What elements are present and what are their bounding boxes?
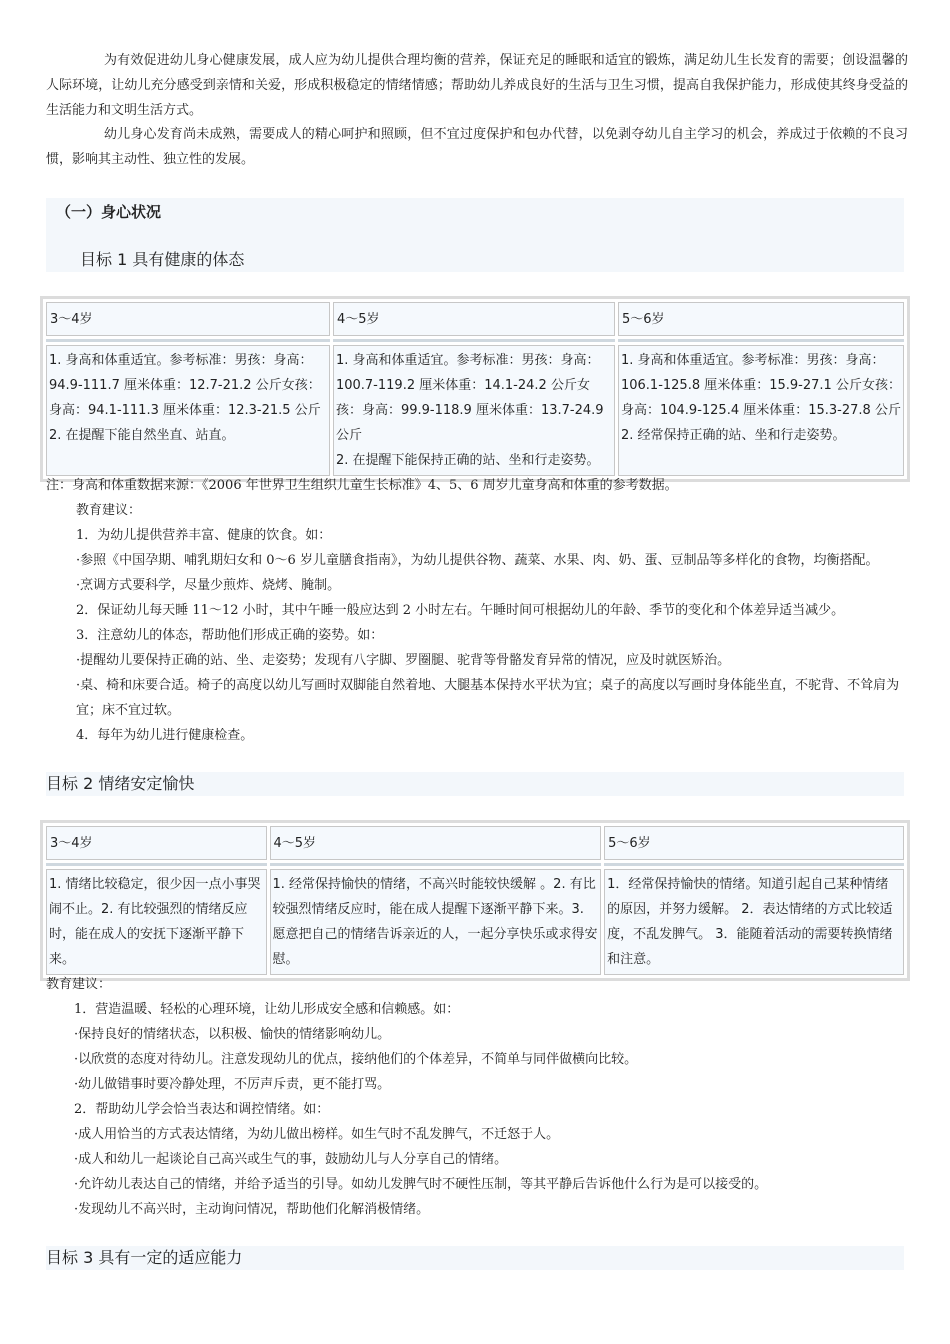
advice-label: 教育建议：	[76, 503, 142, 518]
advice-line: 2．保证幼儿每天睡 11～12 小时，其中午睡一般应达到 2 小时左右。午睡时间可根据幼儿的年龄、季节的变化和个体差异适当减少。	[76, 603, 845, 618]
goal-2-table	[40, 820, 910, 981]
advice-line: ·允许幼儿表达自己的情绪，并给予适当的引导。如幼儿发脾气时不硬性压制，等其平静后告诉他什么行为是可以接受的。	[74, 1177, 768, 1192]
section-heading: （一）身心状况	[56, 203, 162, 221]
goal-1-cell-5-6	[618, 345, 904, 476]
goal-1-cell-3-4	[46, 345, 330, 476]
advice-line: 4．每年为幼儿进行健康检查。	[76, 728, 254, 743]
goal-3-title: 目标 3 具有一定的适应能力	[46, 1248, 243, 1267]
goal-1-cell-4-5	[333, 345, 615, 476]
goal-2-cell-3-4: 1. 情绪比较稳定，很少因一点小事哭闹不止。2. 有比较强烈的情绪反应时，能在成人的安抚下逐渐平静下来。	[46, 869, 267, 975]
advice-label: 教育建议：	[46, 977, 112, 992]
goal-2-advice	[46, 972, 916, 1222]
advice-line: ·桌、椅和床要合适。椅子的高度以幼儿写画时双脚能自然着地、大腿基本保持水平状为宜；桌子的高度以写画时身体能坐直，不驼背、不耸肩为宜；床不宜过软。	[76, 678, 900, 718]
age-header-3-4: 3～4岁	[46, 302, 330, 336]
age-header-4-5: 4～5岁	[270, 826, 602, 860]
goal-2-cell-5-6: 1．经常保持愉快的情绪。知道引起自己某种情绪的原因，并努力缓解。 2．表达情绪的方式比较适度，不乱发脾气。 3．能随着活动的需要转换情绪和注意。	[604, 869, 904, 975]
intro-paragraph-2: 幼儿身心发育尚未成熟，需要成人的精心呵护和照顾，但不宜过度保护和包办代替，以免剥夺幼儿自主学习的机会，养成过于依赖的不良习惯，影响其主动性、独立性的发展。	[46, 127, 908, 167]
advice-line: 3．注意幼儿的体态，帮助他们形成正确的姿势。如：	[76, 628, 384, 643]
data-source-note: 注：身高和体重数据来源：《2006 年世界卫生组织儿童生长标准》4、5、6 周岁儿童身高和体重的参考数据。	[46, 478, 678, 493]
goal-1-cell-4-5-text: 1. 身高和体重适宜。参考标准：男孩：身高：100.7-119.2 厘米体重：14.1-24.2 公斤女孩：身高：99.9-118.9 厘米体重：13.7-24.9 公斤 2. 在提醒下能保持正确的站、坐和行走姿势。	[335, 353, 604, 468]
age-header-5-6: 5～6岁	[604, 826, 904, 860]
advice-line: 1．为幼儿提供营养丰富、健康的饮食。如：	[76, 528, 332, 543]
goal-1-cell-3-4-text: 1. 身高和体重适宜。参考标准：男孩：身高：94.9-111.7 厘米体重：12.7-21.2 公斤女孩：身高：94.1-111.3 厘米体重：12.3-21.5 公斤 2. 在提醒下能自然坐直、站直。	[49, 353, 321, 443]
advice-line: ·以欣赏的态度对待幼儿。注意发现幼儿的优点，接纳他们的个体差异，不简单与同伴做横向比较。	[74, 1052, 638, 1067]
goal-1-title: 目标 1 具有健康的体态	[80, 250, 245, 269]
goal-1-advice	[46, 473, 916, 748]
intro-paragraph-1: 为有效促进幼儿身心健康发展，成人应为幼儿提供合理均衡的营养，保证充足的睡眠和适宜的锻炼，满足幼儿生长发育的需要；创设温馨的人际环境，让幼儿充分感受到亲情和关爱，形成积极稳定的情绪情感；帮助幼儿养成良好的生活与卫生习惯，提高自我保护能力，形成使其终身受益的生活能力和文明生活方式。	[46, 53, 908, 118]
goal-2-title: 目标 2 情绪安定愉快	[46, 774, 195, 793]
advice-line: 1．营造温暖、轻松的心理环境，让幼儿形成安全感和信赖感。如：	[74, 1002, 460, 1017]
advice-line: ·发现幼儿不高兴时，主动询问情况，帮助他们化解消极情绪。	[74, 1202, 430, 1217]
advice-line: ·烹调方式要科学，尽量少煎炸、烧烤、腌制。	[76, 578, 341, 593]
age-header-5-6: 5～6岁	[618, 302, 904, 336]
advice-line: ·成人用恰当的方式表达情绪，为幼儿做出榜样。如生气时不乱发脾气，不迁怒于人。	[74, 1127, 560, 1142]
age-header-3-4: 3～4岁	[46, 826, 267, 860]
goal-2-cell-4-5: 1. 经常保持愉快的情绪，不高兴时能较快缓解 。2. 有比较强烈情绪反应时，能在成人提醒下逐渐平静下来。3. 愿意把自己的情绪告诉亲近的人，一起分享快乐或求得安慰。	[270, 869, 602, 975]
advice-line: ·参照《中国孕期、哺乳期妇女和 0～6 岁儿童膳食指南》，为幼儿提供谷物、蔬菜、水果、肉、奶、蛋、豆制品等多样化的食物，均衡搭配。	[76, 553, 879, 568]
age-header-4-5: 4～5岁	[333, 302, 615, 336]
advice-line: ·保持良好的情绪状态，以积极、愉快的情绪影响幼儿。	[74, 1027, 391, 1042]
goal-1-cell-5-6-text: 1. 身高和体重适宜。参考标准：男孩：身高：106.1-125.8 厘米体重：15.9-27.1 公斤女孩：身高：104.9-125.4 厘米体重：15.3-27.8 公斤 2. 经常保持正确的站、坐和行走姿势。	[620, 353, 901, 443]
goal-1-table	[40, 296, 910, 482]
advice-line: 2．帮助幼儿学会恰当表达和调控情绪。如：	[74, 1102, 330, 1117]
advice-line: ·提醒幼儿要保持正确的站、坐、走姿势；发现有八字脚、罗圈腿、驼背等骨骼发育异常的情况，应及时就医矫治。	[76, 653, 731, 668]
advice-line: ·幼儿做错事时要冷静处理，不厉声斥责，更不能打骂。	[74, 1077, 391, 1092]
advice-line: ·成人和幼儿一起谈论自己高兴或生气的事，鼓励幼儿与人分享自己的情绪。	[74, 1152, 508, 1167]
